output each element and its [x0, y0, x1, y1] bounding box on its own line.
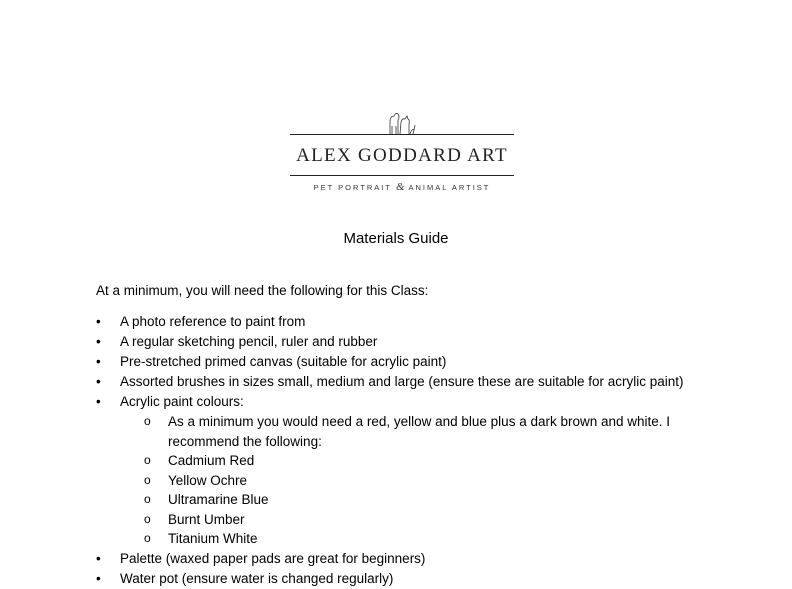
paint-colour-sublist	[96, 412, 736, 549]
bullet: •	[96, 314, 101, 329]
dog-cat-logo-icon	[384, 108, 420, 135]
bullet: •	[96, 354, 101, 369]
list-item	[96, 392, 736, 412]
sub-bullet: o	[144, 414, 151, 428]
bullet: •	[96, 334, 101, 349]
list-item	[96, 569, 736, 589]
sub-list-item	[120, 490, 736, 510]
sub-bullet: o	[144, 531, 151, 545]
list-item	[96, 312, 736, 332]
list-item	[96, 549, 736, 569]
brand-tagline	[290, 181, 514, 193]
brand-logo	[290, 108, 514, 198]
sub-bullet: o	[144, 453, 151, 467]
logo-top-rule	[290, 134, 514, 135]
sub-list-item-text: Ultramarine Blue	[168, 492, 269, 507]
sub-bullet: o	[144, 472, 151, 487]
sub-list-item-text: Burnt Umber	[168, 511, 245, 527]
list-item-text: Palette (waxed paper pads are great for beginners)	[120, 550, 426, 566]
logo-bottom-rule	[290, 175, 514, 176]
sub-bullet: o	[144, 492, 151, 506]
sub-list-item-text: Cadmium Red	[168, 453, 255, 468]
list-item-text: A photo reference to paint from	[120, 314, 306, 329]
bullet: •	[96, 394, 101, 409]
sub-list-item	[120, 412, 688, 451]
tagline-right: ANIMAL ARTIST	[408, 183, 491, 192]
list-item	[96, 372, 736, 392]
sub-list-item-text: As a minimum you would need a red, yellow and blue plus a dark brown and white. I recommend the following:	[168, 414, 671, 449]
list-item-text: Acrylic paint colours:	[120, 394, 244, 409]
sub-list-item	[120, 529, 736, 549]
list-item-text: Water pot (ensure water is changed regularly)	[120, 570, 394, 586]
intro-text: At a minimum, you will need the following for this Class:	[96, 283, 429, 298]
sub-bullet: o	[144, 511, 151, 526]
page-title: Materials Guide	[343, 230, 449, 247]
tagline-ampersand: &	[395, 181, 405, 193]
materials-list	[96, 312, 736, 589]
list-item	[96, 352, 736, 372]
sub-list-item	[120, 471, 736, 491]
brand-name: ALEX GODDARD ART	[296, 145, 508, 166]
list-item-text: Pre-stretched primed canvas (suitable for acrylic paint)	[120, 354, 447, 369]
sub-list-item-text: Yellow Ochre	[168, 472, 248, 488]
bullet: •	[96, 570, 101, 586]
sub-list-item	[120, 451, 736, 471]
bullet: •	[96, 374, 101, 389]
sub-list-item	[120, 510, 736, 530]
list-item	[96, 332, 736, 352]
bullet: •	[96, 550, 101, 566]
list-item-text: Assorted brushes in sizes small, medium and large (ensure these are suitable for acrylic paint)	[120, 374, 684, 389]
sub-list-item-text: Titanium White	[168, 531, 258, 546]
tagline-left: PET PORTRAIT	[313, 183, 392, 192]
list-item-text: A regular sketching pencil, ruler and rubber	[120, 334, 378, 349]
